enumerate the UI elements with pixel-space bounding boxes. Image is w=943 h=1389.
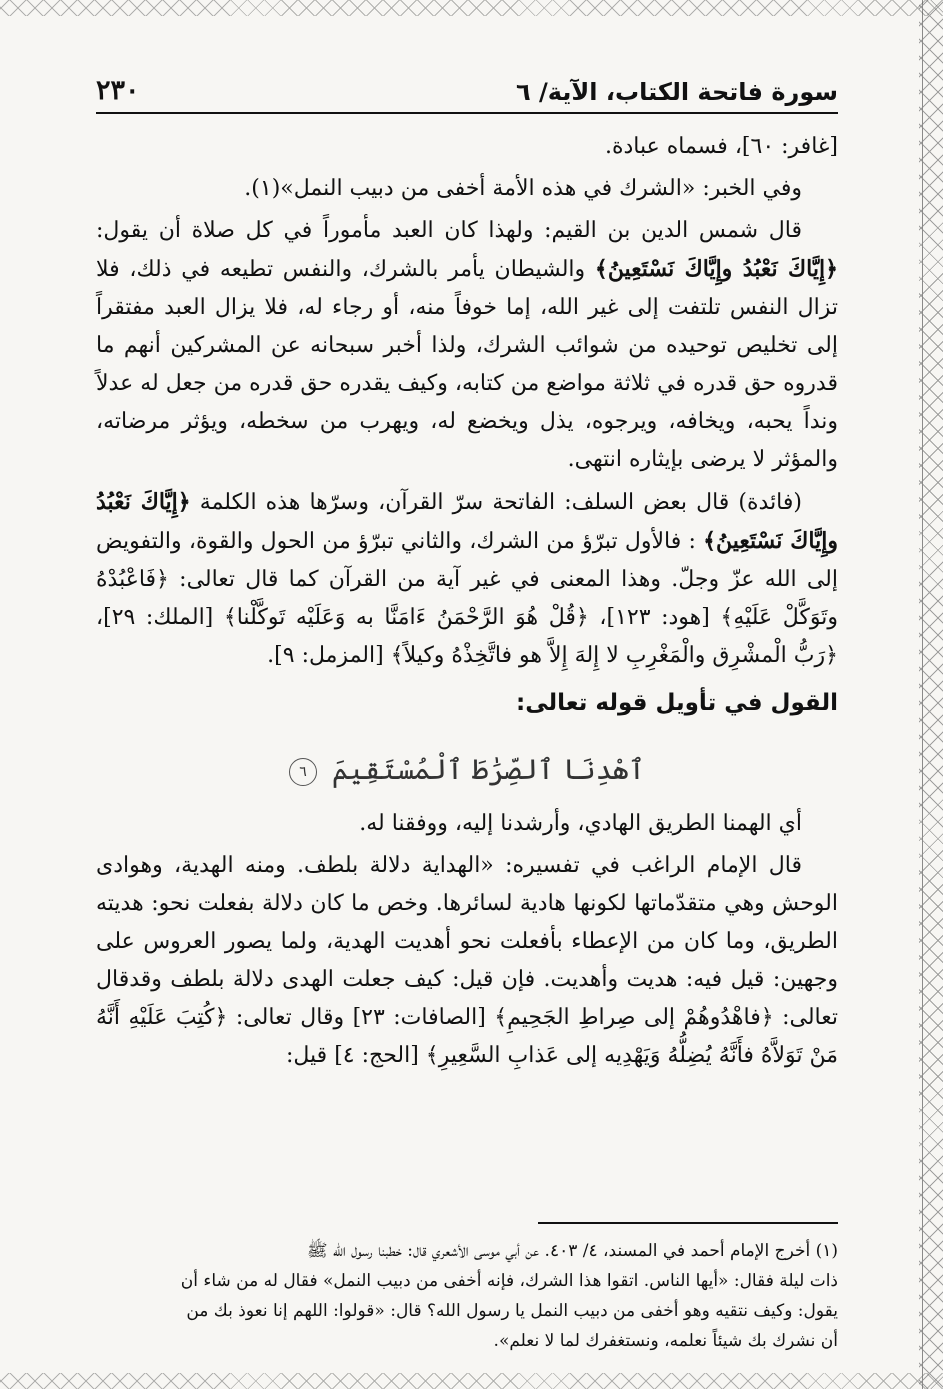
running-header <box>96 62 838 114</box>
footnote-line: يقول: وكيف نتقيه وهو أخفى من دبيب النمل يا رسول الله؟ قال: «قولوا: اللهم إنا نعوذ بك من <box>186 1301 838 1321</box>
verse-text: ٱهْدِنَا ٱلصِّرَٰطَ ٱلْمُسْتَقِيمَ <box>331 753 646 786</box>
paragraph-3-intro: قال شمس الدين بن القيم: ولهذا كان العبد مأموراً في كل صلاة أن يقول: <box>96 218 803 243</box>
paragraph-4-intro: (فائدة) قال بعض السلف: الفاتحة سرّ القرآن، وسرّها هذه الكلمة <box>199 490 802 515</box>
paragraph-4-rest: : فالأول تبرّؤ من الشرك، والثاني تبرّؤ من الحول والقوة، والتفويض إلى الله عزّ وجلّ. وهذا المعنى في غير آية من القرآن كما قال تعالى: ﴿فَاعْبُدْهُ وتَوَكَّلْ عَلَيْهِ﴾ [هود: ١٢٣]، ﴿قُلْ هُوَ الرَّحْمَنُ ءَامَنَّا به وَعَلَيْه تَوكَّلْنا﴾ [الملك: ٢٩]، ﴿رَبُّ الْمشْرِق والْمَغْرِبِ لا إِلهَ إِلاَّ هو فاتَّخِذْهُ وكيلاً﴾ [المزمل: ٩]. <box>96 529 838 668</box>
main-text <box>96 128 838 1075</box>
paragraph-5: أي الهمنا الطريق الهادي، وأرشدنا إليه، ووفقنا له. <box>359 811 802 836</box>
chapter-title: سورة فاتحة الكتاب، الآية/ ٦ <box>516 78 838 106</box>
paragraph-4 <box>96 483 838 675</box>
verse-number-marker: ٦ <box>289 758 317 786</box>
paragraph-2: وفي الخبر: «الشرك في هذه الأمة أخفى من دبيب النمل»(١). <box>244 176 802 201</box>
book-page <box>96 62 838 1351</box>
footnote-line: أن نشرك بك شيئاً نعلمه، ونستغفرك لما لا نعلم». <box>493 1331 838 1351</box>
quran-quote: ﴿إِيَّاكَ نَعْبُدُ وإِيَّاكَ نَسْتَعِينُ﴾ <box>594 256 838 282</box>
paragraph-3-rest: والشيطان يأمر بالشرك، والنفس تطيعه في ذلك، فلا تزال النفس تلتفت إلى غير الله، إما خوفاً منه، أو رجاء له، فلا يزال العبد مفتقراً إلى تخليص توحيده من شوائب الشرك، ولذا أخبر سبحانه عن المشركين أنهم ما قدروه حق قدره في ثلاثة مواضع من كتابه، وكيف يقدره حق قدره من جعل له عدلاً ونداً يحبه، ويخافه، ويرجوه، يذل ويخضع له، ويهرب من سخطه، ويؤثر مرضاته، والمؤثر لا يرضى بإيثاره انتهى. <box>96 257 838 472</box>
paragraph-1: [غافر: ٦٠]، فسماه عبادة. <box>604 134 838 159</box>
footnotes <box>96 1236 838 1356</box>
decorative-border-bottom <box>0 1373 943 1389</box>
section-heading: القول في تأويل قوله تعالى: <box>516 690 838 716</box>
decorative-border-top <box>0 0 943 16</box>
footnote-divider <box>538 1222 838 1224</box>
page-number: ٢٣٠ <box>96 75 140 106</box>
quran-quote: ﴿إِيَّاكَ نَعْبُدُ وإِيَّاكَ نَسْتَعِينُ﴾ <box>96 489 838 554</box>
paragraph-3 <box>96 212 838 479</box>
footnote-line: ذات ليلة فقال: «أيها الناس. اتقوا هذا الشرك، فإنه أخفى من دبيب النمل» فقال له من شاء أن <box>180 1271 838 1291</box>
quran-verse <box>96 743 838 797</box>
decorative-border-right <box>919 0 943 1389</box>
paragraph-6: قال الإمام الراغب في تفسيره: «الهداية دلالة بلطف. ومنه الهدية، وهوادى الوحش وهي متقدّماتها لكونها هادية لسائرها. وخص ما كان دلالة بفعلت نحو: هديته الطريق، وما كان من الإعطاء بأفعلت نحو أهديت الهدية، ولما يصور العروس على وجهين: قيل فيه: هديت وأهديت. فإن قيل: كيف جعلت الهدى دلالة بلطف وقدقال تعالى: ﴿فاهْدُوهُمْ إلى صِراطِ الجَحِيمِ﴾ [الصافات: ٢٣] وقال تعالى: ﴿كُتِبَ عَلَيْهِ أَنَّهُ مَنْ تَوَلاَّهُ فأَنَّهُ يُضِلُّهُ وَيَهْدِيه إلى عَذابِ السَّعِيرِ﴾ [الحج: ٤] قيل: <box>96 853 838 1068</box>
footnote-line: (١) أخرج الإمام أحمد في المسند، ٤/ ٤٠٣. عن أبي موسى الأشعري قال: خطبنا رسول الله ﷺ <box>307 1241 838 1261</box>
